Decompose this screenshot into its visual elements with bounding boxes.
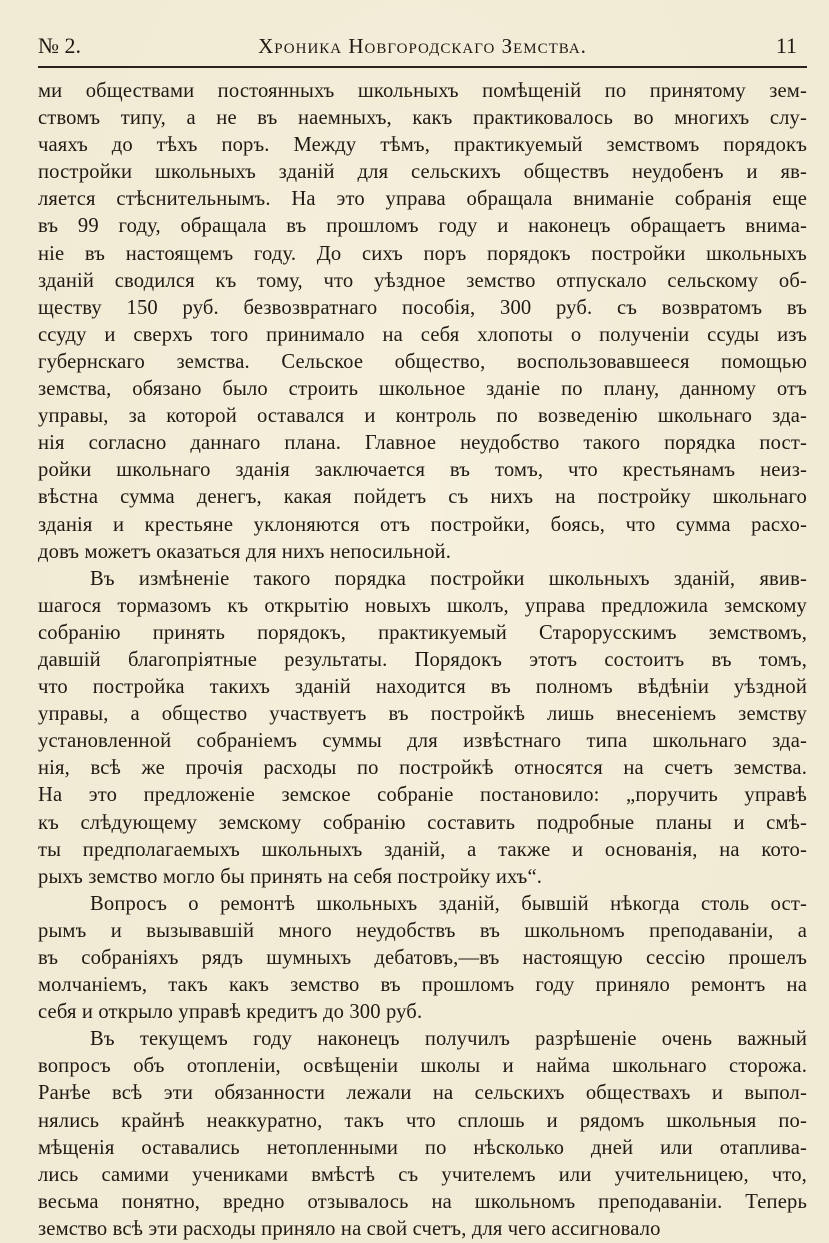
text-line: нялись крайнѣ неаккуратно, такъ что сплошь и рядомъ школьныя по- <box>38 1109 807 1132</box>
body-text <box>38 78 807 1243</box>
text-line: Въ измѣненіе такого порядка постройки школьныхъ зданій, явив- <box>90 567 807 590</box>
text-line: ройки школьнаго зданія заключается въ томъ, что крестьянамъ неиз- <box>38 459 807 482</box>
text-line: Въ текущемъ году наконецъ получилъ разрѣшеніе очень важный <box>90 1028 807 1051</box>
text-line: постройки школьныхъ зданій для сельскихъ обществъ неудобенъ и яв- <box>38 161 807 184</box>
text-line: въ собраніяхъ рядъ шумныхъ дебатовъ,—въ настоящую сессію прошелъ <box>38 947 807 969</box>
text-line: довъ можетъ оказаться для нихъ непосильной. <box>38 540 452 563</box>
text-line: земства, обязано было строить школьное зданіе по плану, данному отъ <box>38 378 807 401</box>
paragraph <box>38 78 807 566</box>
text-line: ствомъ типу, а не въ наемныхъ, какъ практиковалось во многихъ слу- <box>38 107 807 130</box>
text-line: управы, а общество участвуетъ въ постройкѣ лишь внесеніемъ земству <box>38 703 807 726</box>
text-line: мѣщенія оставались нетопленными по нѣсколько дней или отаплива- <box>38 1136 807 1159</box>
text-line: шагося тормазомъ къ открытію новыхъ школъ, управа предложила земскому <box>38 594 807 617</box>
issue-number: № 2. <box>38 33 81 58</box>
paragraph <box>38 891 807 1026</box>
text-line: вѣстна сумма денегъ, какая пойдетъ съ нихъ на постройку школьнаго <box>38 486 807 509</box>
text-line: губернскаго земства. Сельское общество, воспользовавшееся помощью <box>38 350 807 373</box>
text-line: рымъ и вызывавшій много неудобствъ въ школьномъ преподаваніи, а <box>38 919 807 942</box>
text-line: давшій благопріятные результаты. Порядокъ этотъ состоитъ въ томъ, <box>38 648 807 671</box>
text-line: собранію принять порядокъ, практикуемый Старорусскимъ земствомъ, <box>38 621 807 644</box>
text-line: лись самими учениками вмѣстѣ съ учителемъ или учительницею, что, <box>38 1163 807 1186</box>
text-line: себя и открыло управѣ кредитъ до 300 руб. <box>38 1001 423 1024</box>
text-line: къ слѣдующему земскому собранію составить подробные планы и смѣ- <box>38 811 807 834</box>
text-line: молчаніемъ, такъ какъ земство въ прошломъ году приняло ремонтъ на <box>38 974 807 997</box>
text-line: нія, всѣ же прочія расходы по постройкѣ относятся на счетъ земства. <box>38 757 807 780</box>
paragraph <box>38 566 807 891</box>
text-line: зданія и крестьяне уклоняются отъ постройки, боясь, что сумма расхо- <box>38 513 807 536</box>
text-line: земство всѣ эти расходы приняло на свой счетъ, для чего ассигновало <box>38 1217 661 1240</box>
text-line: нія согласно даннаго плана. Главное неудобство такого порядка пост- <box>38 432 807 455</box>
text-line: ніе въ настоящемъ году. До сихъ поръ порядокъ постройки школьныхъ <box>38 242 807 265</box>
text-line: установленной собраніемъ суммы для извѣстнаго типа школьнаго зда- <box>38 730 807 753</box>
text-line: На это предложеніе земское собраніе постановило: „поручить управѣ <box>38 784 807 807</box>
text-line: ссуду и сверхъ того принимало на себя хлопоты о полученіи ссуды изъ <box>38 323 807 346</box>
text-line: зданій сводился къ тому, что уѣздное земство отпускало сельскому об- <box>38 269 807 292</box>
text-line: управы, за которой оставался и контроль по возведенію школьнаго зда- <box>38 405 807 428</box>
text-line: Ранѣе всѣ эти обязанности лежали на сельскихъ обществахъ и выпол- <box>38 1082 807 1105</box>
text-line: ты предполагаемыхъ школьныхъ зданій, а также и основанія, на кото- <box>38 838 807 861</box>
text-line: ми обществами постоянныхъ школьныхъ помѣщеній по принятому зем- <box>38 80 807 102</box>
text-line: ществу 150 руб. безвозвратнаго пособія, 300 руб. съ возвратомъ въ <box>38 296 807 319</box>
journal-title: Хроника Новгородскаго Земства. <box>258 34 587 58</box>
running-head <box>38 30 807 62</box>
text-line: что постройка такихъ зданій находится въ полномъ вѣдѣніи уѣздной <box>38 676 807 699</box>
text-line: ляется стѣснительнымъ. На это управа обращала вниманіе собранія еще <box>38 188 807 211</box>
text-line: рыхъ земство могло бы принять на себя постройку ихъ“. <box>38 865 543 888</box>
text-line: весьма понятно, вредно отзывалось на школьномъ преподаваніи. Теперь <box>38 1190 807 1213</box>
text-line: въ 99 году, обращала въ прошломъ году и наконецъ обращаетъ внима- <box>38 215 807 238</box>
header-rule <box>38 66 807 68</box>
paragraph <box>38 1026 807 1243</box>
text-line: чаяхъ до тѣхъ поръ. Между тѣмъ, практикуемый земствомъ порядокъ <box>38 134 807 157</box>
text-line: Вопросъ о ремонтѣ школьныхъ зданій, бывшій нѣкогда столь ост- <box>90 892 807 915</box>
text-line: вопросъ объ отопленіи, освѣщеніи школы и найма школьнаго сторожа. <box>38 1055 807 1078</box>
page-number: 11 <box>775 33 797 58</box>
